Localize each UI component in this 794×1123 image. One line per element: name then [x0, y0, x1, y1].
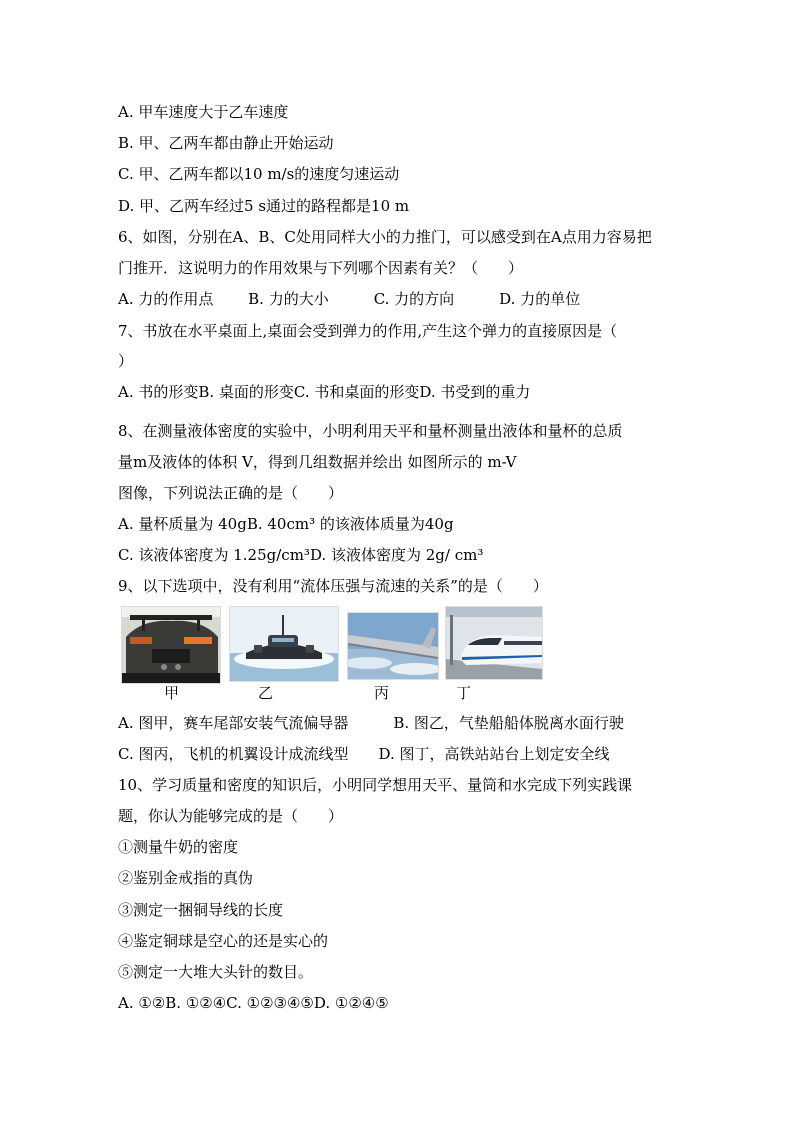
- q10-options: A. ①②B. ①②④C. ①②③④⑤D. ①②④⑤: [118, 994, 389, 1012]
- figure-label-bing: 丙: [374, 684, 390, 702]
- airplane-wing-image: [347, 612, 439, 680]
- figure-label-ding: 丁: [456, 684, 472, 702]
- figure-label-yi: 乙: [258, 684, 274, 702]
- high-speed-train-image: [445, 606, 543, 680]
- figure-label-jia: 甲: [164, 684, 180, 702]
- q10-item-2: ②鉴别金戒指的真伪: [118, 869, 254, 887]
- q5-option-b: B. 甲、乙两车都由静止开始运动: [118, 134, 334, 152]
- q9-stem: 9、以下选项中，没有利用“流体压强与流速的关系”的是（ ）: [118, 577, 548, 595]
- q8-stem-line1: 8、在测量液体密度的实验中，小明利用天平和量杯测量出液体和量杯的总质: [118, 422, 623, 440]
- q9-options-ab: A. 图甲，赛车尾部安装气流偏导器 B. 图乙，气垫船船体脱离水面行驶: [118, 714, 624, 732]
- q6-stem-line2: 门推开．这说明力的作用效果与下列哪个因素有关？（ ）: [118, 259, 524, 277]
- q8-options-ab: A. 量杯质量为 40gB. 40cm³ 的该液体质量为40g: [118, 515, 454, 533]
- q8-stem-line2: 量m及液体的体积 V，得到几组数据并绘出 如图所示的 m-V: [118, 453, 517, 471]
- race-car-image: [121, 606, 221, 684]
- hovercraft-image: [229, 606, 339, 682]
- q10-stem-line2: 题，你认为能够完成的是（ ）: [118, 807, 344, 825]
- q10-item-1: ①测量牛奶的密度: [118, 838, 239, 856]
- q7-stem-line2: ）: [118, 352, 134, 370]
- q10-item-4: ④鉴定铜球是空心的还是实心的: [118, 932, 329, 950]
- q8-stem-line3: 图像，下列说法正确的是（ ）: [118, 484, 344, 502]
- q7-stem-line1: 7、书放在水平桌面上,桌面会受到弹力的作用,产生这个弹力的直接原因是（: [118, 322, 618, 340]
- q10-item-5: ⑤测定一大堆大头针的数目。: [118, 963, 314, 981]
- q10-item-3: ③测定一捆铜导线的长度: [118, 901, 284, 919]
- q9-options-cd: C. 图丙，飞机的机翼设计成流线型 D. 图丁，高铁站站台上划定安全线: [118, 745, 610, 763]
- q6-options: A. 力的作用点 B. 力的大小 C. 力的方向 D. 力的单位: [118, 290, 581, 308]
- q5-option-a: A. 甲车速度大于乙车速度: [118, 103, 289, 121]
- q8-options-cd: C. 该液体密度为 1.25g/cm³D. 该液体密度为 2g/ cm³: [118, 546, 484, 564]
- q7-options: A. 书的形变B. 桌面的形变C. 书和桌面的形变D. 书受到的重力: [118, 383, 531, 401]
- q10-stem-line1: 10、学习质量和密度的知识后，小明同学想用天平、量筒和水完成下列实践课: [118, 776, 633, 794]
- q5-option-d: D. 甲、乙两车经过5 s通过的路程都是10 m: [118, 197, 410, 215]
- q5-option-c: C. 甲、乙两车都以10 m/s的速度匀速运动: [118, 165, 400, 183]
- q6-stem-line1: 6、如图，分别在A、B、C处用同样大小的力推门，可以感受到在A点用力容易把: [118, 228, 652, 246]
